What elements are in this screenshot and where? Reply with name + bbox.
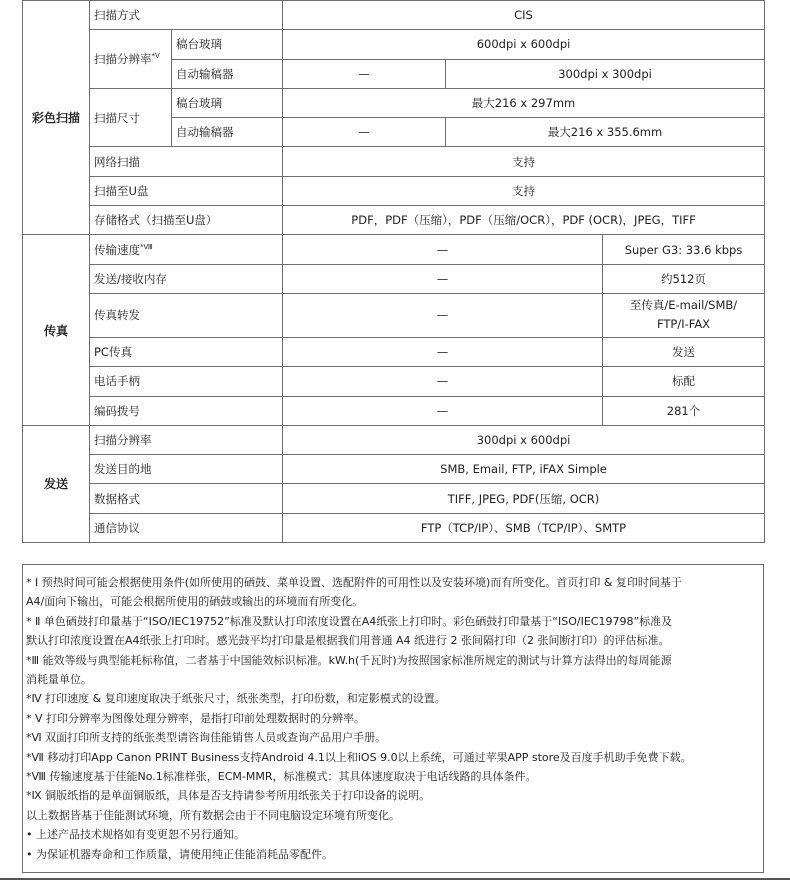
row-label-text: 传输速度 (94, 242, 140, 257)
row-value: PDF，PDF（压缩），PDF（压缩/OCR），PDF (OCR)，JPEG，TIFF (283, 206, 765, 235)
table-row (23, 264, 765, 293)
sub-label: 稿台玻璃 (172, 30, 283, 59)
row-label: 传真转发 (90, 293, 283, 337)
row-label: 发送/接收内存 (90, 264, 283, 293)
sub-label: 稿台玻璃 (172, 88, 283, 117)
row-value: 300dpi x 600dpi (283, 425, 765, 454)
row-value: 支持 (283, 176, 765, 205)
bottom-divider (0, 878, 790, 880)
dash-cell: — (283, 118, 446, 147)
table-row (23, 1, 765, 30)
row-label-transmission-speed (90, 235, 283, 264)
footnote-line: *Ⅲ 能效等级与典型能耗标称值，二者基于中国能效标识标准。kW.h(千瓦时)为按照国家标准所规定的测试与计算方法得出的每周能源 (26, 653, 672, 667)
table-row (23, 176, 765, 205)
footnote-line: *Ⅸ 铜版纸指的是单面铜版纸，具体是否支持请参考所用纸张关于打印设备的说明。 (26, 789, 431, 803)
dash-cell: — (283, 293, 603, 337)
row-label: 扫描至U盘 (90, 176, 283, 205)
table-row (23, 455, 765, 484)
footnote-line: * Ⅰ 预热时间可能会根据使用条件(如所使用的硒鼓、菜单设置、选配附件的可用性以及安装环境)而有所变化。首页打印 & 复印时间基于 (26, 576, 682, 589)
footnote-line: * Ⅱ 单色硒鼓打印量基于“ISO/IEC19752”标准及默认打印浓度设置在A4纸张上打印时。彩色硒鼓打印量基于“ISO/IEC19798”标准及 (26, 614, 673, 628)
table-row (23, 88, 765, 117)
footnote-line: 默认打印浓度设置在A4纸张上打印时。感光鼓平均打印量是根据我们用普通 A4 纸进行 2 张间隔打印（2 张间断打印）的评估标准。 (26, 634, 670, 648)
dash-cell: — (283, 337, 603, 366)
table-row (23, 206, 765, 235)
dash-cell: — (283, 235, 603, 264)
footnote-line: A4/面向下输出，可能会根据所使用的硒鼓或输出的环境而有所变化。 (26, 595, 364, 609)
table-row (23, 30, 765, 59)
row-value: CIS (283, 1, 765, 30)
row-value: 600dpi x 600dpi (283, 30, 765, 59)
row-label: 网络扫描 (90, 147, 283, 176)
dash-cell: — (283, 367, 603, 396)
footnote-line: *Ⅳ 打印速度 & 复印速度取决于纸张尺寸，纸张类型，打印份数，和定影模式的设置。 (26, 692, 446, 706)
footnote-line: 以上数据皆基于佳能测试环境，所有数据会由于不同电脑设定环境有所变化。 (26, 808, 400, 822)
row-label: 扫描尺寸 (90, 88, 172, 147)
row-value: 至传真/E-mail/SMB/ FTP/I-FAX (603, 293, 765, 337)
dash-cell: — (283, 264, 603, 293)
footnote-marker: *Ⅷ (140, 242, 153, 251)
table-row (23, 337, 765, 366)
footnote-line: • 上述产品技术规格如有变更恕不另行通知。 (26, 828, 245, 842)
row-value: TIFF, JPEG, PDF(压缩, OCR) (283, 484, 765, 513)
row-label-text: 扫描分辨率 (94, 52, 152, 67)
category-color-scan: 彩色扫描 (23, 1, 90, 235)
footnote-line: * Ⅴ 打印分辨率为图像处理分辨率，是指打印前处理数据时的分辨率。 (26, 711, 366, 725)
table-row (23, 367, 765, 396)
sub-label: 自动输稿器 (172, 59, 283, 88)
row-label: 通信协议 (90, 513, 283, 542)
table-row (23, 147, 765, 176)
row-value: 支持 (283, 147, 765, 176)
row-value: 标配 (603, 367, 765, 396)
row-label: 发送目的地 (90, 455, 283, 484)
row-value: 最大216 x 297mm (283, 88, 765, 117)
row-value: 最大216 x 355.6mm (446, 118, 765, 147)
footnote-line: *Ⅵ 双面打印所支持的纸张类型请咨询佳能销售人员或查询产品用户手册。 (26, 731, 387, 745)
category-send: 发送 (23, 425, 90, 542)
row-label: PC传真 (90, 337, 283, 366)
table-row (23, 293, 765, 337)
dash-cell: — (283, 396, 603, 425)
footnote-marker: *Ⅴ (151, 52, 160, 61)
dash-cell: — (283, 59, 446, 88)
row-value: SMB, Email, FTP, iFAX Simple (283, 455, 765, 484)
row-value: 300dpi x 300dpi (446, 59, 765, 88)
table-row (23, 513, 765, 542)
sub-label: 自动输稿器 (172, 118, 283, 147)
row-label: 扫描方式 (90, 1, 283, 30)
row-value: FTP（TCP/IP）、SMB（TCP/IP）、SMTP (283, 513, 765, 542)
row-value: 约512页 (603, 264, 765, 293)
spec-table (22, 0, 765, 543)
table-row (23, 484, 765, 513)
row-label: 扫描分辨率 (90, 425, 283, 454)
footnote-line: *Ⅶ 移动打印App Canon PRINT Business支持Android 4.1以上和iOS 9.0以上系统，可通过苹果APP store及百度手机助手免费下载。 (26, 750, 692, 764)
table-row (23, 235, 765, 264)
row-label-scan-resolution (90, 30, 172, 89)
category-fax: 传真 (23, 235, 90, 425)
row-label: 电话手柄 (90, 367, 283, 396)
footnote-line: *Ⅷ 传输速度基于佳能No.1标准样张，ECM-MMR，标准模式：其具体速度取决于电话线路的具体条件。 (26, 770, 537, 784)
row-value: 发送 (603, 337, 765, 366)
row-label: 数据格式 (90, 484, 283, 513)
table-row (23, 425, 765, 454)
footnotes-box (22, 564, 764, 873)
row-label: 编码拨号 (90, 396, 283, 425)
table-row (23, 396, 765, 425)
footnote-line: • 为保证机器寿命和工作质量，请使用纯正佳能消耗品零配件。 (26, 847, 333, 861)
row-value: 281个 (603, 396, 765, 425)
row-value: Super G3: 33.6 kbps (603, 235, 765, 264)
row-label: 存储格式（扫描至U盘） (90, 206, 283, 235)
footnote-line: 消耗量单位。 (26, 673, 92, 687)
